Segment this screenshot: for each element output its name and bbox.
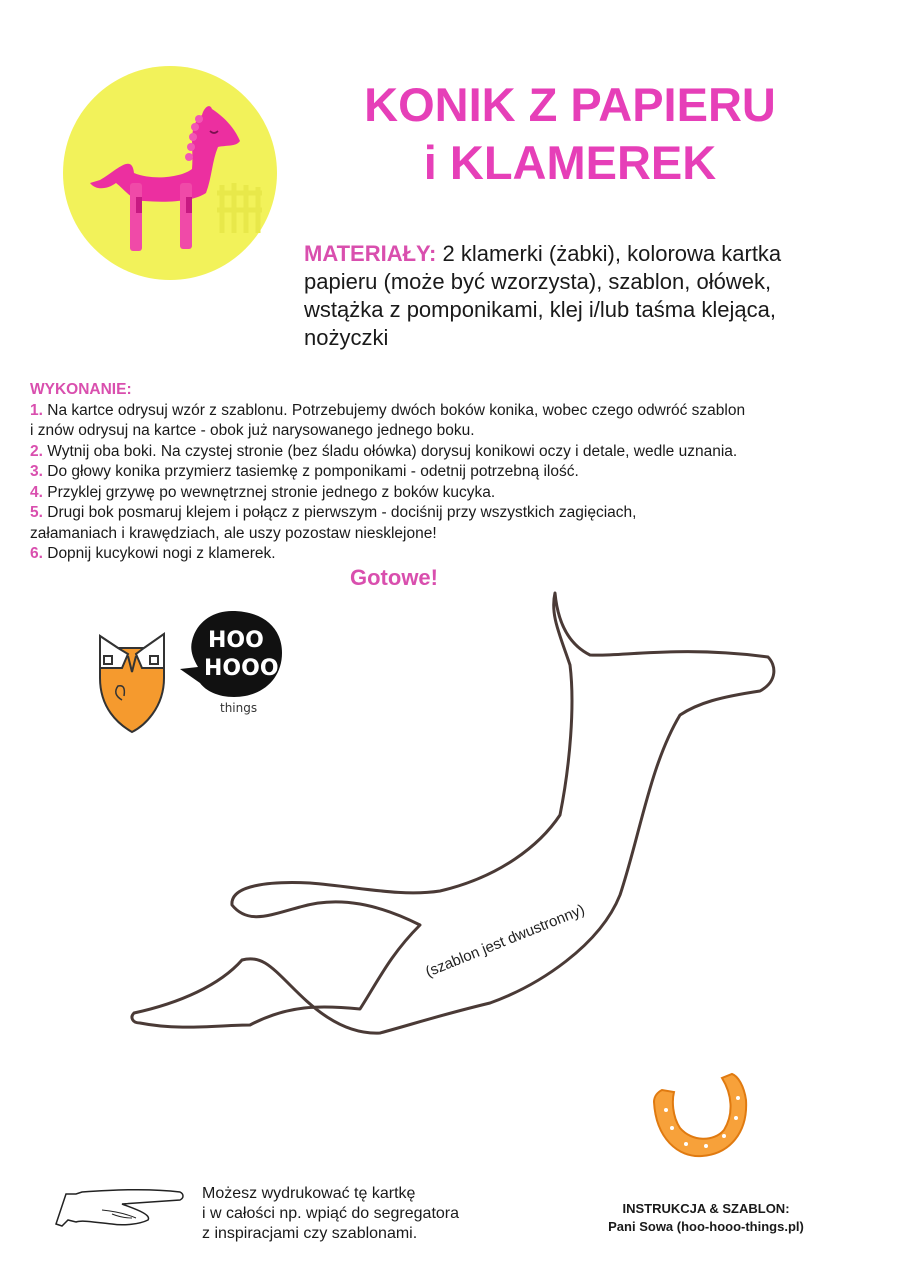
step-5-continued: załamaniach i krawędziach, ale uszy pozostaw niesklejone! [30, 524, 437, 542]
materials-line-3: wstążka z pomponikami, klej i/lub taśma klejąca, [304, 297, 776, 322]
footer-note [202, 1184, 459, 1244]
instructions-section [30, 380, 890, 565]
footer-note-line-2: i w całości np. wpiąć do segregatora [202, 1205, 460, 1222]
horse-template-outline [120, 585, 790, 1095]
footer-note-line-3: z inspiracjami czy szablonami. [202, 1225, 418, 1242]
step-1: 1. Na kartce odrysuj wzór z szablonu. Potrzebujemy dwóch boków konika, wobec czego odwróć szablon [30, 401, 746, 419]
bubble-text-1: HOO [208, 628, 264, 653]
horseshoe-icon [644, 1070, 756, 1162]
template-note: (szablon jest dwustronny) [423, 901, 588, 981]
page-title [300, 76, 840, 192]
materials-section [304, 240, 864, 352]
pointing-hand-icon [52, 1184, 186, 1242]
instructions-heading: WYKONANIE: [30, 381, 132, 398]
credit-line-2: Pani Sowa (hoo-hooo-things.pl) [608, 1219, 804, 1234]
step-2: 2. Wytnij oba boki. Na czystej stronie (bez śladu ołówka) dorysuj konikowi oczy i detale, wedle uznania. [30, 442, 738, 460]
materials-line-4: nożyczki [304, 325, 389, 350]
bubble-text-2: HOOO [204, 656, 279, 681]
step-1-continued: i znów odrysuj na kartce - obok już narysowanego jednego boku. [30, 422, 475, 439]
horse-photo [62, 65, 278, 281]
step-3: 3. Do głowy konika przymierz tasiemkę z pomponikami - odetnij potrzebną ilość. [30, 463, 579, 480]
materials-label: MATERIAŁY: [304, 241, 437, 266]
step-5: 5. Drugi bok posmaruj klejem i połącz z pierwszym - dociśnij przy wszystkich zagięciach, [30, 504, 637, 521]
credit [580, 1200, 832, 1236]
materials-line-2: papieru (może być wzorzysta), szablon, ołówek, [304, 269, 772, 294]
step-6: 6. Dopnij kucykowi nogi z klamerek. [30, 545, 276, 562]
done-label: Gotowe! [350, 565, 438, 590]
footer-note-line-1: Możesz wydrukować tę kartkę [202, 1185, 416, 1202]
materials-line-1: 2 klamerki (żabki), kolorowa kartka [436, 241, 782, 266]
logo-subtitle: things [220, 701, 258, 715]
title-line-1: KONIK Z PAPIERU [364, 78, 776, 131]
title-line-2: i KLAMEREK [423, 136, 717, 189]
step-4: 4. Przyklej grzywę po wewnętrznej stronie jednego z boków kucyka. [30, 483, 496, 501]
credit-line-1: INSTRUKCJA & SZABLON: [622, 1201, 790, 1216]
